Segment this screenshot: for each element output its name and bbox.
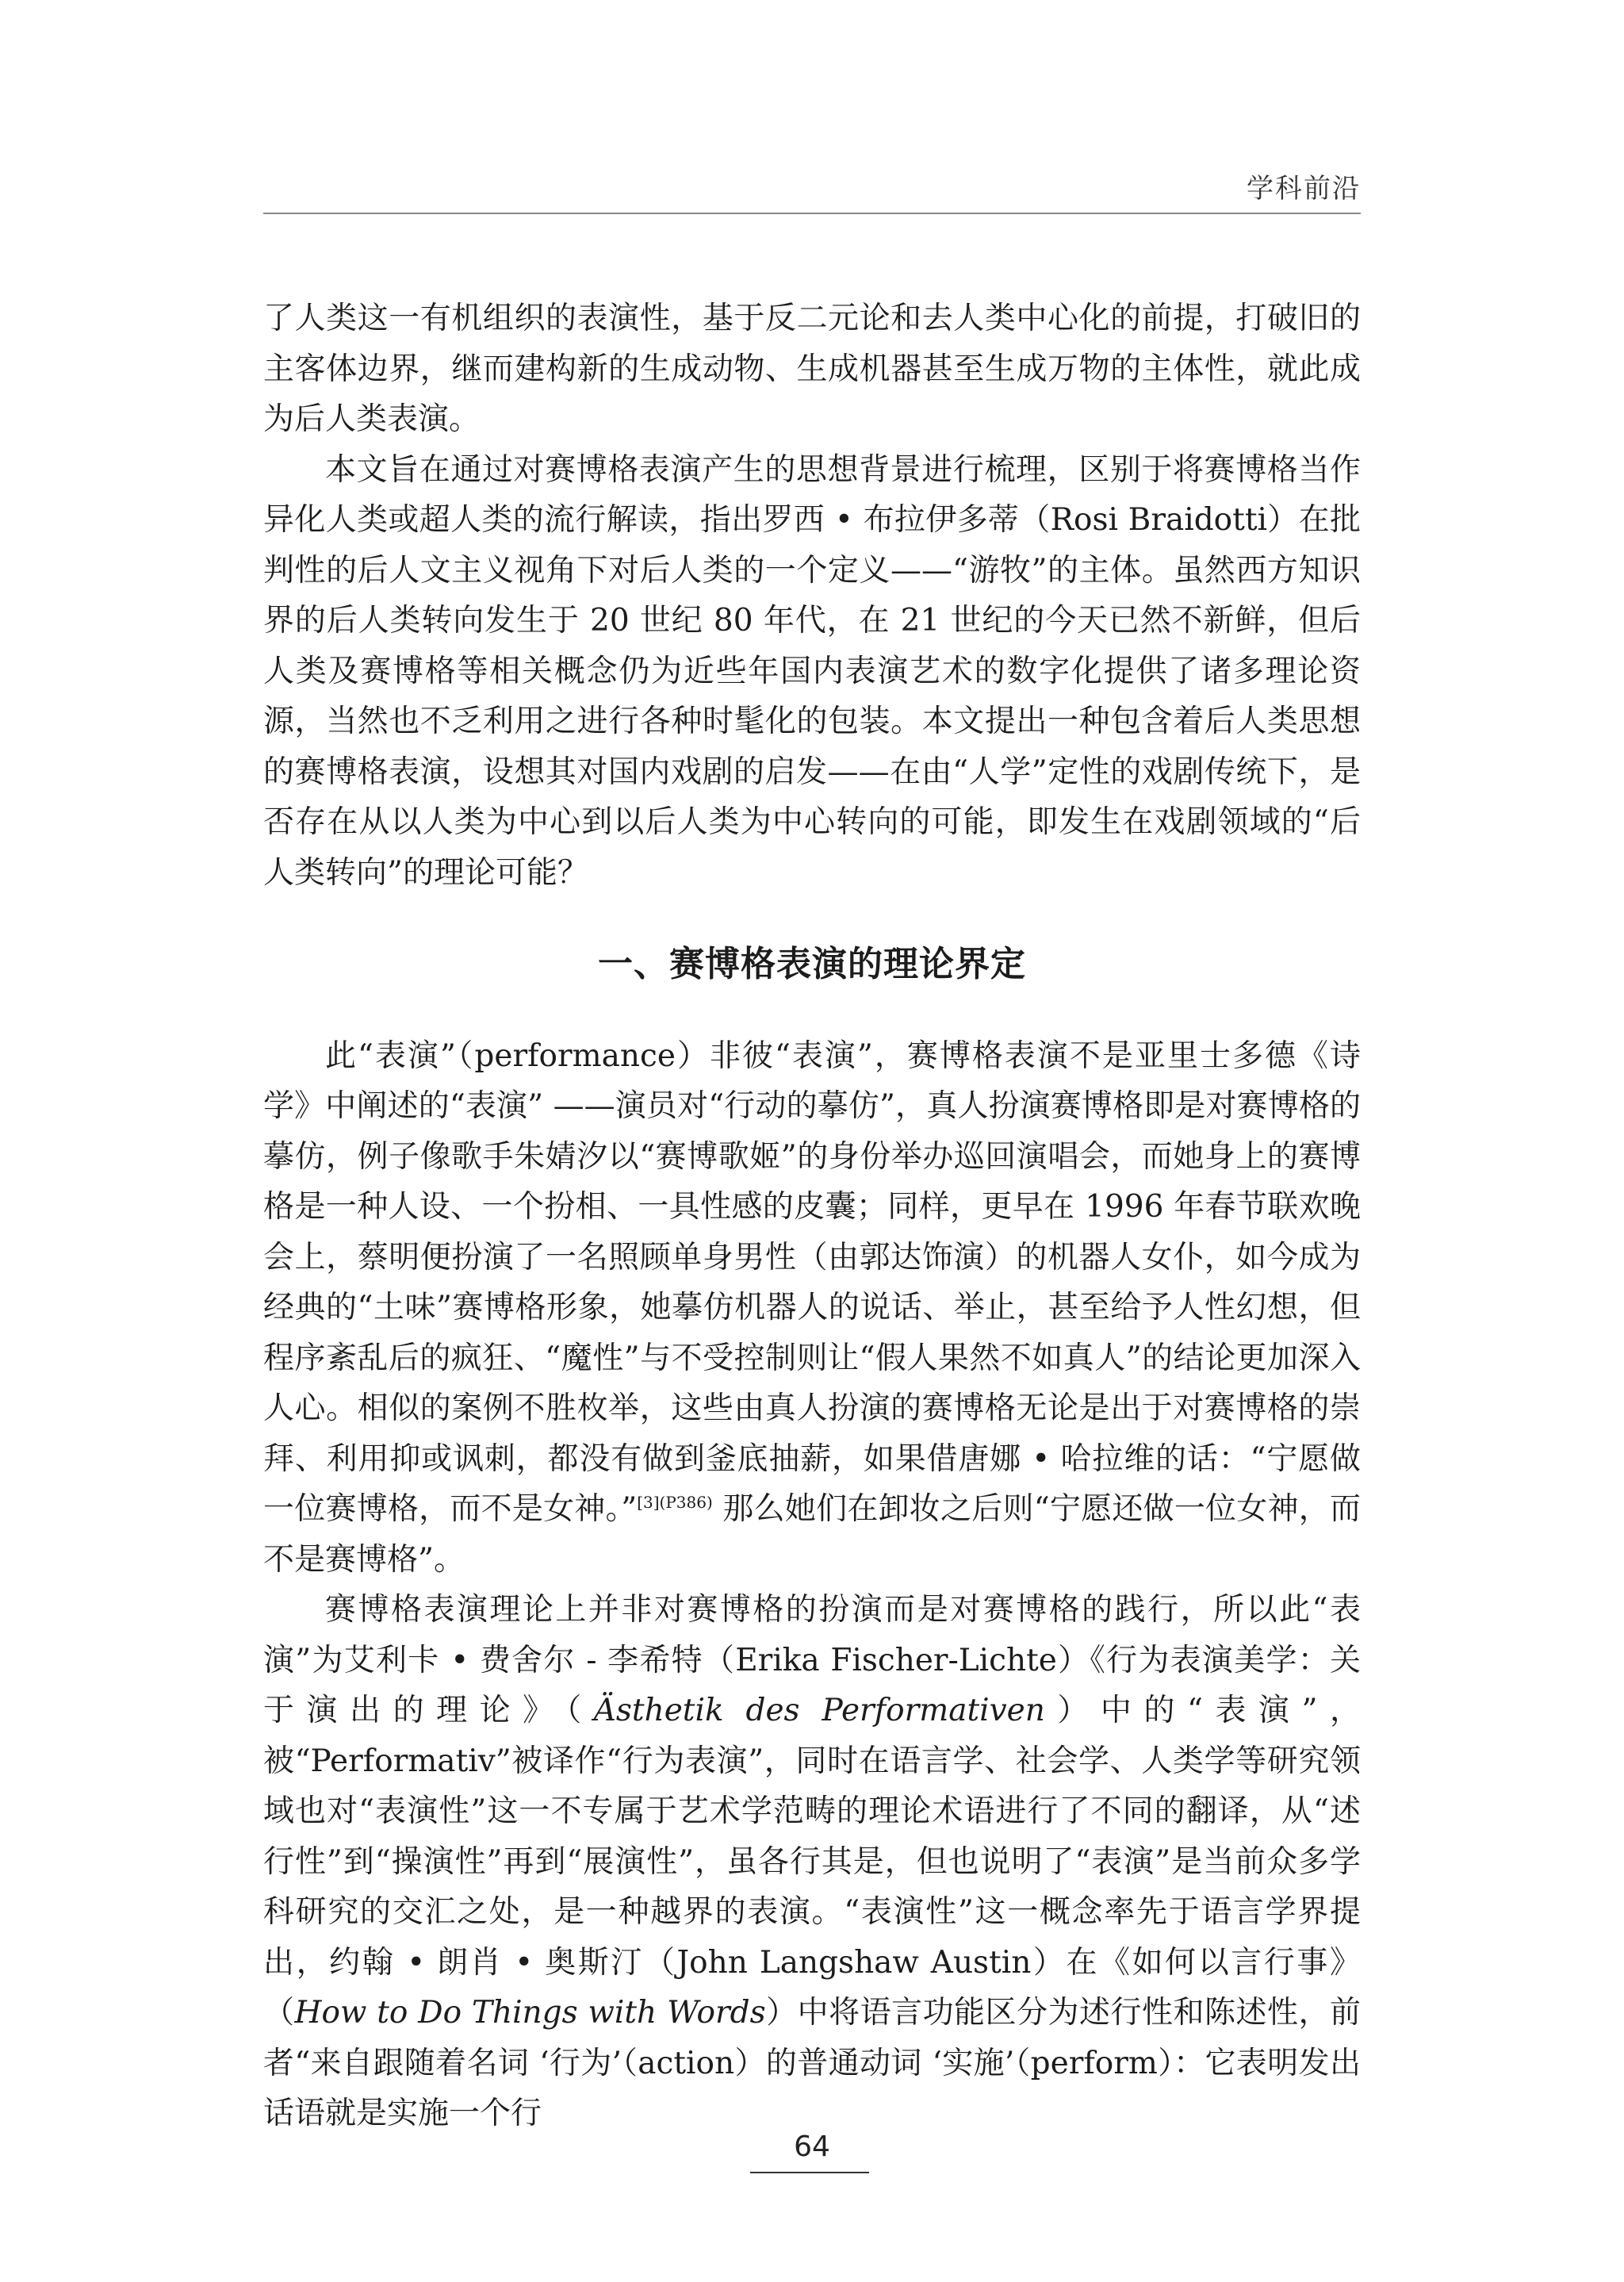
- paragraph-text: 此“表演”（performance）非彼“表演”，赛博格表演不是亚里士多德《诗学》中阐述的“表演” ——演员对“行动的摹仿”，真人扮演赛博格即是对赛博格的摹仿，例子像歌手朱婧汐以“赛博歌姬”的身份举办巡回演唱会，而她身上的赛博格是一种人设、一个扮相、一具性感的皮囊；同样，更早在 1996 年春节联欢晚会上，蔡明便扮演了一名照顾单身男性（由郭达饰演）的机器人女仆，如今成为经典的“土味”赛博格形象，她摹仿机器人的说话、举止，甚至给予人性幻想，但程序紊乱后的疯狂、“魔性”与不受控制则让“假人果然不如真人”的结论更加深入人心。相似的案例不胜枚举，这些由真人扮演的赛博格无论是出于对赛博格的崇拜、利用抑或讽刺，都没有做到釜底抽薪，如果借唐娜 • 哈拉维的话：“宁愿做一位赛博格，而不是女神。”: [263, 1037, 1361, 1527]
- page-number: 64: [794, 2131, 830, 2163]
- paragraph-text: 赛博格表演理论上并非对赛博格的扮演而是对赛博格的践行，所以此“表演”为艾利卡 • 费舍尔 - 李希特（Erika Fischer-Lichte）《行为表演美学：关于演出的理论》（: [263, 1592, 1361, 1728]
- paragraph-performance: [263, 1031, 1361, 1586]
- article-body: [263, 293, 1361, 2139]
- paragraph-theory: [263, 1585, 1361, 2139]
- paragraph-text: ）中的“表演”，被“Performativ”被译作“行为表演”，同时在语言学、社会学、人类学等研究领域也对“表演性”这一不专属于艺术学范畴的理论术语进行了不同的翻译，从“述行性”到“操演性”再到“展演性”，虽各行其是，但也说明了“表演”是当前众多学科研究的交汇之处，是一种越界的表演。“表演性”这一概念率先于语言学界提出，约翰 • 朗肖 • 奥斯汀（John Langshaw Austin）在《如何以言行事》（: [263, 1693, 1361, 2031]
- section-title: 一、赛博格表演的理论界定: [598, 944, 1026, 984]
- book-title-german: Ästhetik des Performativen: [593, 1693, 1045, 1728]
- header-rule: [263, 213, 1361, 214]
- paragraph-text: ）中将语言功能区分为述行性和陈述性，前者“来自跟随着名词 ‘行为’（action）的普通动词 ‘实施’（perform）：它表明发出话语就是实施一个行: [263, 1995, 1361, 2131]
- page-number-rule: [750, 2172, 869, 2173]
- paragraph-intro: 本文旨在通过对赛博格表演产生的思想背景进行梳理，区别于将赛博格当作异化人类或超人类的流行解读，指出罗西 • 布拉伊多蒂（Rosi Braidotti）在批判性的后人文主义视角下对后人类的一个定义——“游牧”的主体。虽然西方知识界的后人类转向发生于 20 世纪 80 年代，在 21 世纪的今天已然不新鲜，但后人类及赛博格等相关概念仍为近些年国内表演艺术的数字化提供了诸多理论资源，当然也不乏利用之进行各种时髦化的包装。本文提出一种包含着后人类思想的赛博格表演，设想其对国内戏剧的启发——在由“人学”定性的戏剧传统下，是否存在从以人类为中心到以后人类为中心转向的可能，即发生在戏剧领域的“后人类转向”的理论可能？: [263, 451, 1361, 891]
- paragraph-continued: 了人类这一有机组织的表演性，基于反二元论和去人类中心化的前提，打破旧的主客体边界，继而建构新的生成动物、生成机器甚至生成万物的主体性，就此成为后人类表演。: [263, 301, 1361, 437]
- citation-reference: [3](P386): [637, 1493, 713, 1512]
- running-head: 学科前沿: [1247, 173, 1361, 205]
- book-title-english: How to Do Things with Words: [294, 1995, 766, 2031]
- paragraph-text: 那么她们在卸妆之后则“宁愿还做一位女神，而不是赛博格”。: [263, 1491, 1361, 1578]
